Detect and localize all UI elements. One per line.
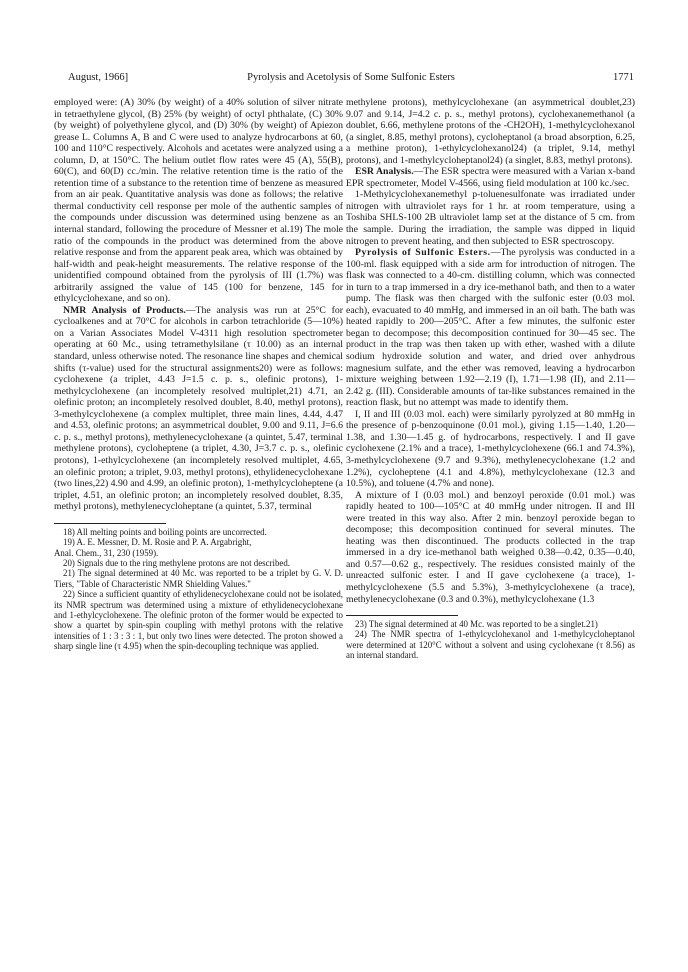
footnote-22: 22) Since a sufficient quantity of ethylidenecyclohexane could not be isolated, its NMR spectrum was determined using a mixture of ethylidenecyclohexane and 1-ethylcyclohexene. The olefinic proton of the former would be expected to show a quartet by spin-spin coupling with methyl protons with the relative intensities of 1 : 3 : 3 : 1, but only two lines were detected. The proton showed a sharp single line (τ 4.95) when the spin-decoupling technique was applied. — [54, 589, 343, 652]
left-column — [54, 97, 343, 957]
footnote-rule-right — [346, 615, 458, 616]
footnote-rule — [54, 523, 166, 524]
esr-analysis-paragraph — [346, 166, 635, 189]
footnote-19-citation: Anal. Chem., 31, 230 (1959). — [54, 547, 159, 558]
benzoyl-peroxide-paragraph: A mixture of I (0.03 mol.) and benzoyl peroxide (0.01 mol.) was rapidly heated to 100—105°C at 40 mmHg under nitrogen. II and III were treated in this way also. After 2 min. benzoyl peroxide began to decompose; this decomposition continued for several minutes. The heating was then discontinued. The products collected in the trap immersed in a dry ice-methanol bath weighed 0.38—0.42, 0.35—0.40, and 0.57—0.62 g., respectively. The residues consisted mainly of the unreacted sulfonic ester. I and II gave cyclohexene (a trace), 1-methylcyclohexene (5.5 and 5.3%), 3-methylcyclohexene (a trace), methylenecyclohexane (0.3 and 0.3%), methylcyclohexane (1.3 — [346, 489, 635, 605]
footnote-23: 23) The signal determined at 40 Mc. was reported to be a singlet.21) — [355, 619, 598, 630]
esr-analysis-text: —The ESR spectra were measured with a Varian x-band EPR spectrometer, Model V-4566, using field modulation at 100 kc./sec. — [346, 166, 635, 189]
footnote-19: 19) A. E. Messner, D. M. Rosie and P. A. Argabright, — [63, 537, 252, 548]
pyrolysis-text: —The pyrolysis was conducted in a 100-ml. flask equipped with a side arm for introduction of nitrogen. The flask was connected to a 40-cm. distilling column, which was connected in turn to a trap immersed in a dry ice-methanol bath, and then to a water pump. The flask was then charged with the sulfonic ester (0.03 mol. each), evacuated to 40 mmHg, and immersed in an oil bath. The bath was heated rapidly to 200—205°C. After a few minutes, the sulfonic ester began to decompose; this decomposition continued for 30—45 sec. The product in the trap was then taken up with ether, washed with a dilute sodium hydroxide solution and water, and dried over anhydrous magnesium sulfate, and the ether was removed, leaving a hydrocarbon mixture weighing between 1.92—2.19 (I), 1.71—1.98 (II), and 2.11—2.42 g. (III). Considerable amounts of tar-like substances remained in the reaction flask, but no attempt was made to identify them. — [346, 247, 635, 409]
running-title: Pyrolysis and Acetolysis of Some Sulfonic Esters — [247, 72, 455, 83]
benzoquinone-paragraph: I, II and III (0.03 mol. each) were similarly pyrolyzed at 80 mmHg in the presence of p-benzoquinone (0.01 mol.), giving 1.15—1.40, 1.20—1.38, and 1.30—1.45 g. of hydrocarbons, respectively. I and II gave cyclohexene (2.1% and a trace), 1-methylcyclohexene (66.1 and 74.3%), 3-methylcyclohexene (9.7 and 9.3%), methylenecyclohexane (1.2 and 1.2%), cycloheptene (4.1 and 4.8%), methylcyclohexane (12.3 and 10.5%), and toluene (4.7% and none). — [346, 408, 635, 490]
pyrolysis-heading: Pyrolysis of Sulfonic Esters. — [355, 247, 491, 259]
nmr-analysis-paragraph — [54, 305, 343, 513]
issue-date: August, 1966] — [68, 72, 129, 83]
gc-method-paragraph: employed were: (A) 30% (by weight) of a 40% solution of silver nitrate in tetraethylene glycol, (B) 25% (by weight) of octyl phthalate, (C) 30% (by weight) of polyethylene glycol, and (D) 30% (by weight) of Apiezon grease L. Columns A, B and C were used to analyze hydrocarbons at 60, 100 and 110°C respectively. Alcohols and acetates were analyzed using a column, D, at 150°C. The helium outlet flow rates were 45 (A), 55(B), 60(C), and 60(D) cc./min. The relative retention time is the ratio of the retention time of a substance to the retention time of benzene as measured from an air peak. Quantitative analysis was done as follows; the relative thermal conductivity cell response per mole of the authentic samples of the compounds under discussion was determined using benzene as an internal standard, following the procedure of Messner et al.19) The mole ratio of the compounds in the product was determined from the above relative response and from the apparent peak area, which was obtained by half-width and peak-height measurements. The relative response of the unidentified compound obtained from the pyrolysis of III (1.7%) was arbitrarily assigned the value of 145 (100 for benzene, 145 for ethylcyclohexane, and so on). — [54, 97, 343, 305]
pyrolysis-paragraph — [346, 247, 635, 409]
footnote-21: 21) The signal determined at 40 Mc. was reported to be a triplet by G. V. D. Tiers, "Table of Characteristic NMR Shielding Values." — [54, 568, 343, 589]
nmr-analysis-text: —The analysis was run at 25°C for cycloalkenes and at 70°C for alcohols in carbon tetrachloride (5—10%) on a Varian Associates Model V-4311 high resolution spectrometer operating at 60 Mc., using tetramethylsilane (τ 10.00) as an internal standard, unless otherwise noted. The resonance line shapes and chemical shifts (τ-value) used for the structural assignments20) were as follows: cyclohexene (a triplet, 4.43 J=1.5 c. p. s., olefinic protons), 1-methylcyclohexene (an incompletely resolved multiplet,21) 4.71, an olefinic proton; an incompletely resolved doublet, 8.40, methyl protons), 3-methylcyclohexene (a complex multiplet, three main lines, 4.44, 4.47 and 4.53, olefinic protons; an asymmetrical doublet, 9.00 and 9.11, J=6.6 c. p. s., methyl protons), methylenecyclohexane (a quintet, 5.47, terminal methylene protons), cycloheptene (a triplet, 4.30, J=3.7 c. p. s., olefinic protons), 1-ethylcyclohexene (an incompletely resolved multiplet, 4.65, an olefinic proton; a triplet, 9.03, methyl protons), ethylidenecyclohexane (two lines,22) 4.90 and 4.99, an olefinic proton), 1-methylcycloheptene (a triplet, 4.51, an olefinic proton; an incompletely resolved doublet, 8.35, methyl protons), methylenecycloheptane (a quintet, 5.37, terminal — [54, 304, 343, 513]
footnote-24: 24) The NMR spectra of 1-ethylcyclohexanol and 1-methylcycloheptanol were determined at 120°C without a solvent and using cyclohexane (τ 8.56) as an internal standard. — [346, 629, 635, 661]
page-number: 1771 — [613, 72, 634, 83]
nmr-continued-paragraph: methylene protons), methylcyclohexane (an asymmetrical doublet,23) 9.07 and 9.14, J=4.2 c. p. s., methyl protons), cyclohexanemethanol (a doublet, 6.66, methylene protons of the -CH2OH), 1-methylcyclohexanol (a singlet, 8.85, methyl protons), cycloheptanol (a broad absorption, 6.25, a methine proton), 1-ethylcyclohexanol24) (a triplet, 9.14, methyl protons), and 1-methylcycloheptanol24) (a singlet, 8.83, methyl protons). — [346, 97, 635, 166]
nmr-analysis-heading: NMR Analysis of Products. — [63, 304, 186, 316]
irradiation-paragraph: 1-Methylcyclohexanemethyl p-toluenesulfonate was irradiated under nitrogen with ultraviolet rays for 1 hr. at room temperature, using a Toshiba SHLS-100 2B ultraviolet lamp set at the distance of 5 cm. from the sample. During the irradiation, the sample was dipped in liquid nitrogen to prevent heating, and then subjected to ESR spectroscopy. — [346, 189, 635, 247]
footnote-18: 18) All melting points and boiling points are uncorrected. — [63, 526, 267, 537]
right-column — [346, 97, 635, 957]
footnote-20: 20) Signals due to the ring methylene protons are not described. — [63, 557, 290, 568]
running-header — [68, 70, 634, 86]
esr-analysis-heading: ESR Analysis. — [355, 166, 414, 178]
